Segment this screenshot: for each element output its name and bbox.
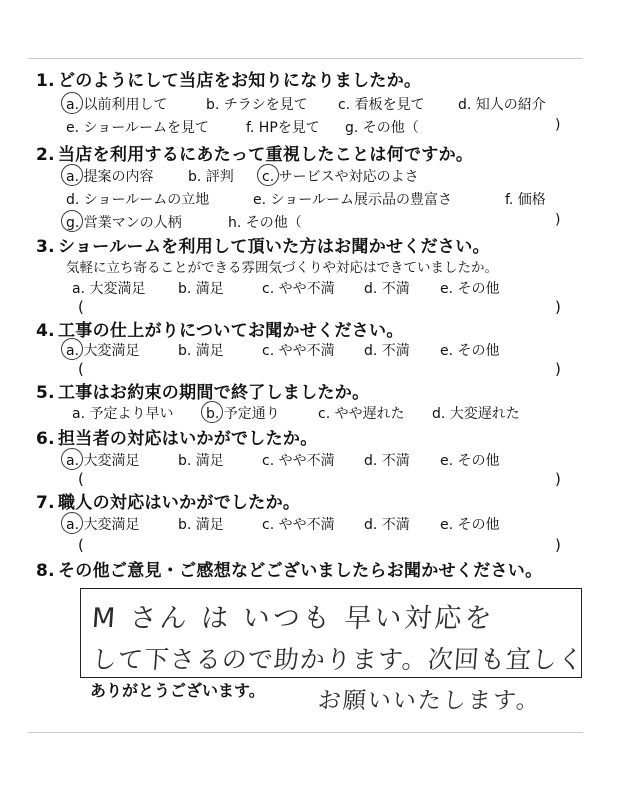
close-paren: ) bbox=[555, 536, 561, 554]
handwritten-comment-line3: お願いいたします。 bbox=[316, 688, 542, 714]
q1-option-c[interactable]: c. 看板を見て bbox=[338, 97, 425, 113]
q3-option-b[interactable]: b. 満足 bbox=[178, 281, 224, 297]
q7-options-row1 bbox=[0, 514, 618, 532]
question-7: 7. 職人の対応はいかがでしたか。 bbox=[36, 493, 301, 513]
q2-option-d[interactable]: d. ショールームの立地 bbox=[66, 192, 210, 208]
q6-option-e[interactable]: e. その他 bbox=[440, 453, 500, 469]
handwritten-comment-line1: M さん は いつも 早い対応を bbox=[90, 603, 496, 634]
q5-option-b[interactable]: b. 予定通り bbox=[206, 406, 280, 422]
q2-option-h[interactable]: h. その他（ bbox=[228, 215, 302, 231]
q4-option-a[interactable]: a. 大変満足 bbox=[66, 343, 140, 359]
q4-option-d[interactable]: d. 不満 bbox=[364, 343, 410, 359]
q3-option-d[interactable]: d. 不満 bbox=[364, 281, 410, 297]
close-paren: ) bbox=[555, 470, 561, 488]
q4-option-b[interactable]: b. 満足 bbox=[178, 343, 224, 359]
q1-option-b[interactable]: b. チラシを見て bbox=[206, 97, 308, 113]
q2-option-a[interactable]: a. 提案の内容 bbox=[66, 169, 154, 185]
close-paren: ) bbox=[555, 360, 561, 378]
thanks-text: ありがとうございます。 bbox=[90, 681, 265, 700]
q6-option-a[interactable]: a. 大変満足 bbox=[66, 453, 140, 469]
q1-option-d[interactable]: d. 知人の紹介 bbox=[458, 97, 546, 113]
close-paren: ) bbox=[555, 298, 561, 316]
q5-options-row1 bbox=[0, 403, 618, 421]
q3-options-row1 bbox=[0, 278, 618, 296]
question-4: 4. 工事の仕上がりについてお聞かせください。 bbox=[36, 321, 404, 341]
question-5: 5. 工事はお約束の期間で終了しましたか。 bbox=[36, 383, 370, 403]
q2-options-row2 bbox=[0, 189, 618, 207]
q3-option-c[interactable]: c. やや不満 bbox=[262, 281, 335, 297]
q4-options-row1 bbox=[0, 340, 618, 358]
open-paren: ( bbox=[78, 470, 84, 488]
question-6: 6. 担当者の対応はいかがでしたか。 bbox=[36, 429, 318, 449]
q1-option-g[interactable]: g. その他（ bbox=[345, 120, 419, 136]
q2-option-b[interactable]: b. 評判 bbox=[188, 169, 234, 185]
q4-option-c[interactable]: c. やや不満 bbox=[262, 343, 335, 359]
open-paren: ( bbox=[78, 298, 84, 316]
handwritten-comment-line2: して下さるので助かります。次回も宜しく bbox=[90, 645, 585, 674]
question-1: 1. どのようにして当店をお知りになりましたか。 bbox=[36, 71, 422, 91]
close-paren: ) bbox=[555, 212, 561, 228]
q6-option-d[interactable]: d. 不満 bbox=[364, 453, 410, 469]
q1-option-f[interactable]: f. HPを見て bbox=[246, 120, 320, 136]
q5-option-c[interactable]: c. やや遅れた bbox=[318, 406, 405, 422]
q3-option-e[interactable]: e. その他 bbox=[440, 281, 500, 297]
q2-options-row3 bbox=[0, 212, 618, 230]
q1-options-row1 bbox=[0, 94, 618, 112]
q6-option-b[interactable]: b. 満足 bbox=[178, 453, 224, 469]
q2-option-e[interactable]: e. ショールーム展示品の豊富さ bbox=[253, 192, 452, 208]
q6-option-c[interactable]: c. やや不満 bbox=[262, 453, 335, 469]
q3-option-a[interactable]: a. 大変満足 bbox=[72, 281, 146, 297]
q5-option-d[interactable]: d. 大変遅れた bbox=[432, 406, 520, 422]
q2-options-row1 bbox=[0, 166, 618, 184]
q5-option-a[interactable]: a. 予定より早い bbox=[72, 406, 174, 422]
q7-option-d[interactable]: d. 不満 bbox=[364, 517, 410, 533]
q4-option-e[interactable]: e. その他 bbox=[440, 343, 500, 359]
question-8: 8. その他ご意見・ご感想などございましたらお聞かせください。 bbox=[36, 561, 543, 581]
q3-subtext: 気軽に立ち寄ることができる雰囲気づくりや対応はできていましたか。 bbox=[66, 260, 498, 276]
q1-options-row2 bbox=[0, 117, 618, 135]
question-2: 2. 当店を利用するにあたって重視したことは何ですか。 bbox=[36, 145, 474, 165]
open-paren: ( bbox=[78, 360, 84, 378]
q7-option-b[interactable]: b. 満足 bbox=[178, 517, 224, 533]
question-3: 3. ショールームを利用して頂いた方はお聞かせください。 bbox=[36, 237, 490, 257]
close-paren: ) bbox=[555, 117, 561, 133]
q7-option-e[interactable]: e. その他 bbox=[440, 517, 500, 533]
q2-option-f[interactable]: f. 価格 bbox=[505, 192, 546, 208]
bottom-rule bbox=[28, 732, 583, 733]
q6-options-row1 bbox=[0, 450, 618, 468]
open-paren: ( bbox=[78, 536, 84, 554]
q7-option-a[interactable]: a. 大変満足 bbox=[66, 517, 140, 533]
q1-option-e[interactable]: e. ショールームを見て bbox=[66, 120, 209, 136]
q7-option-c[interactable]: c. やや不満 bbox=[262, 517, 335, 533]
q1-option-a[interactable]: a. 以前利用して bbox=[66, 97, 168, 113]
q2-option-g[interactable]: g. 営業マンの人柄 bbox=[66, 215, 182, 231]
top-rule bbox=[28, 58, 583, 59]
q2-option-c[interactable]: c. サービスや対応のよさ bbox=[262, 169, 419, 185]
